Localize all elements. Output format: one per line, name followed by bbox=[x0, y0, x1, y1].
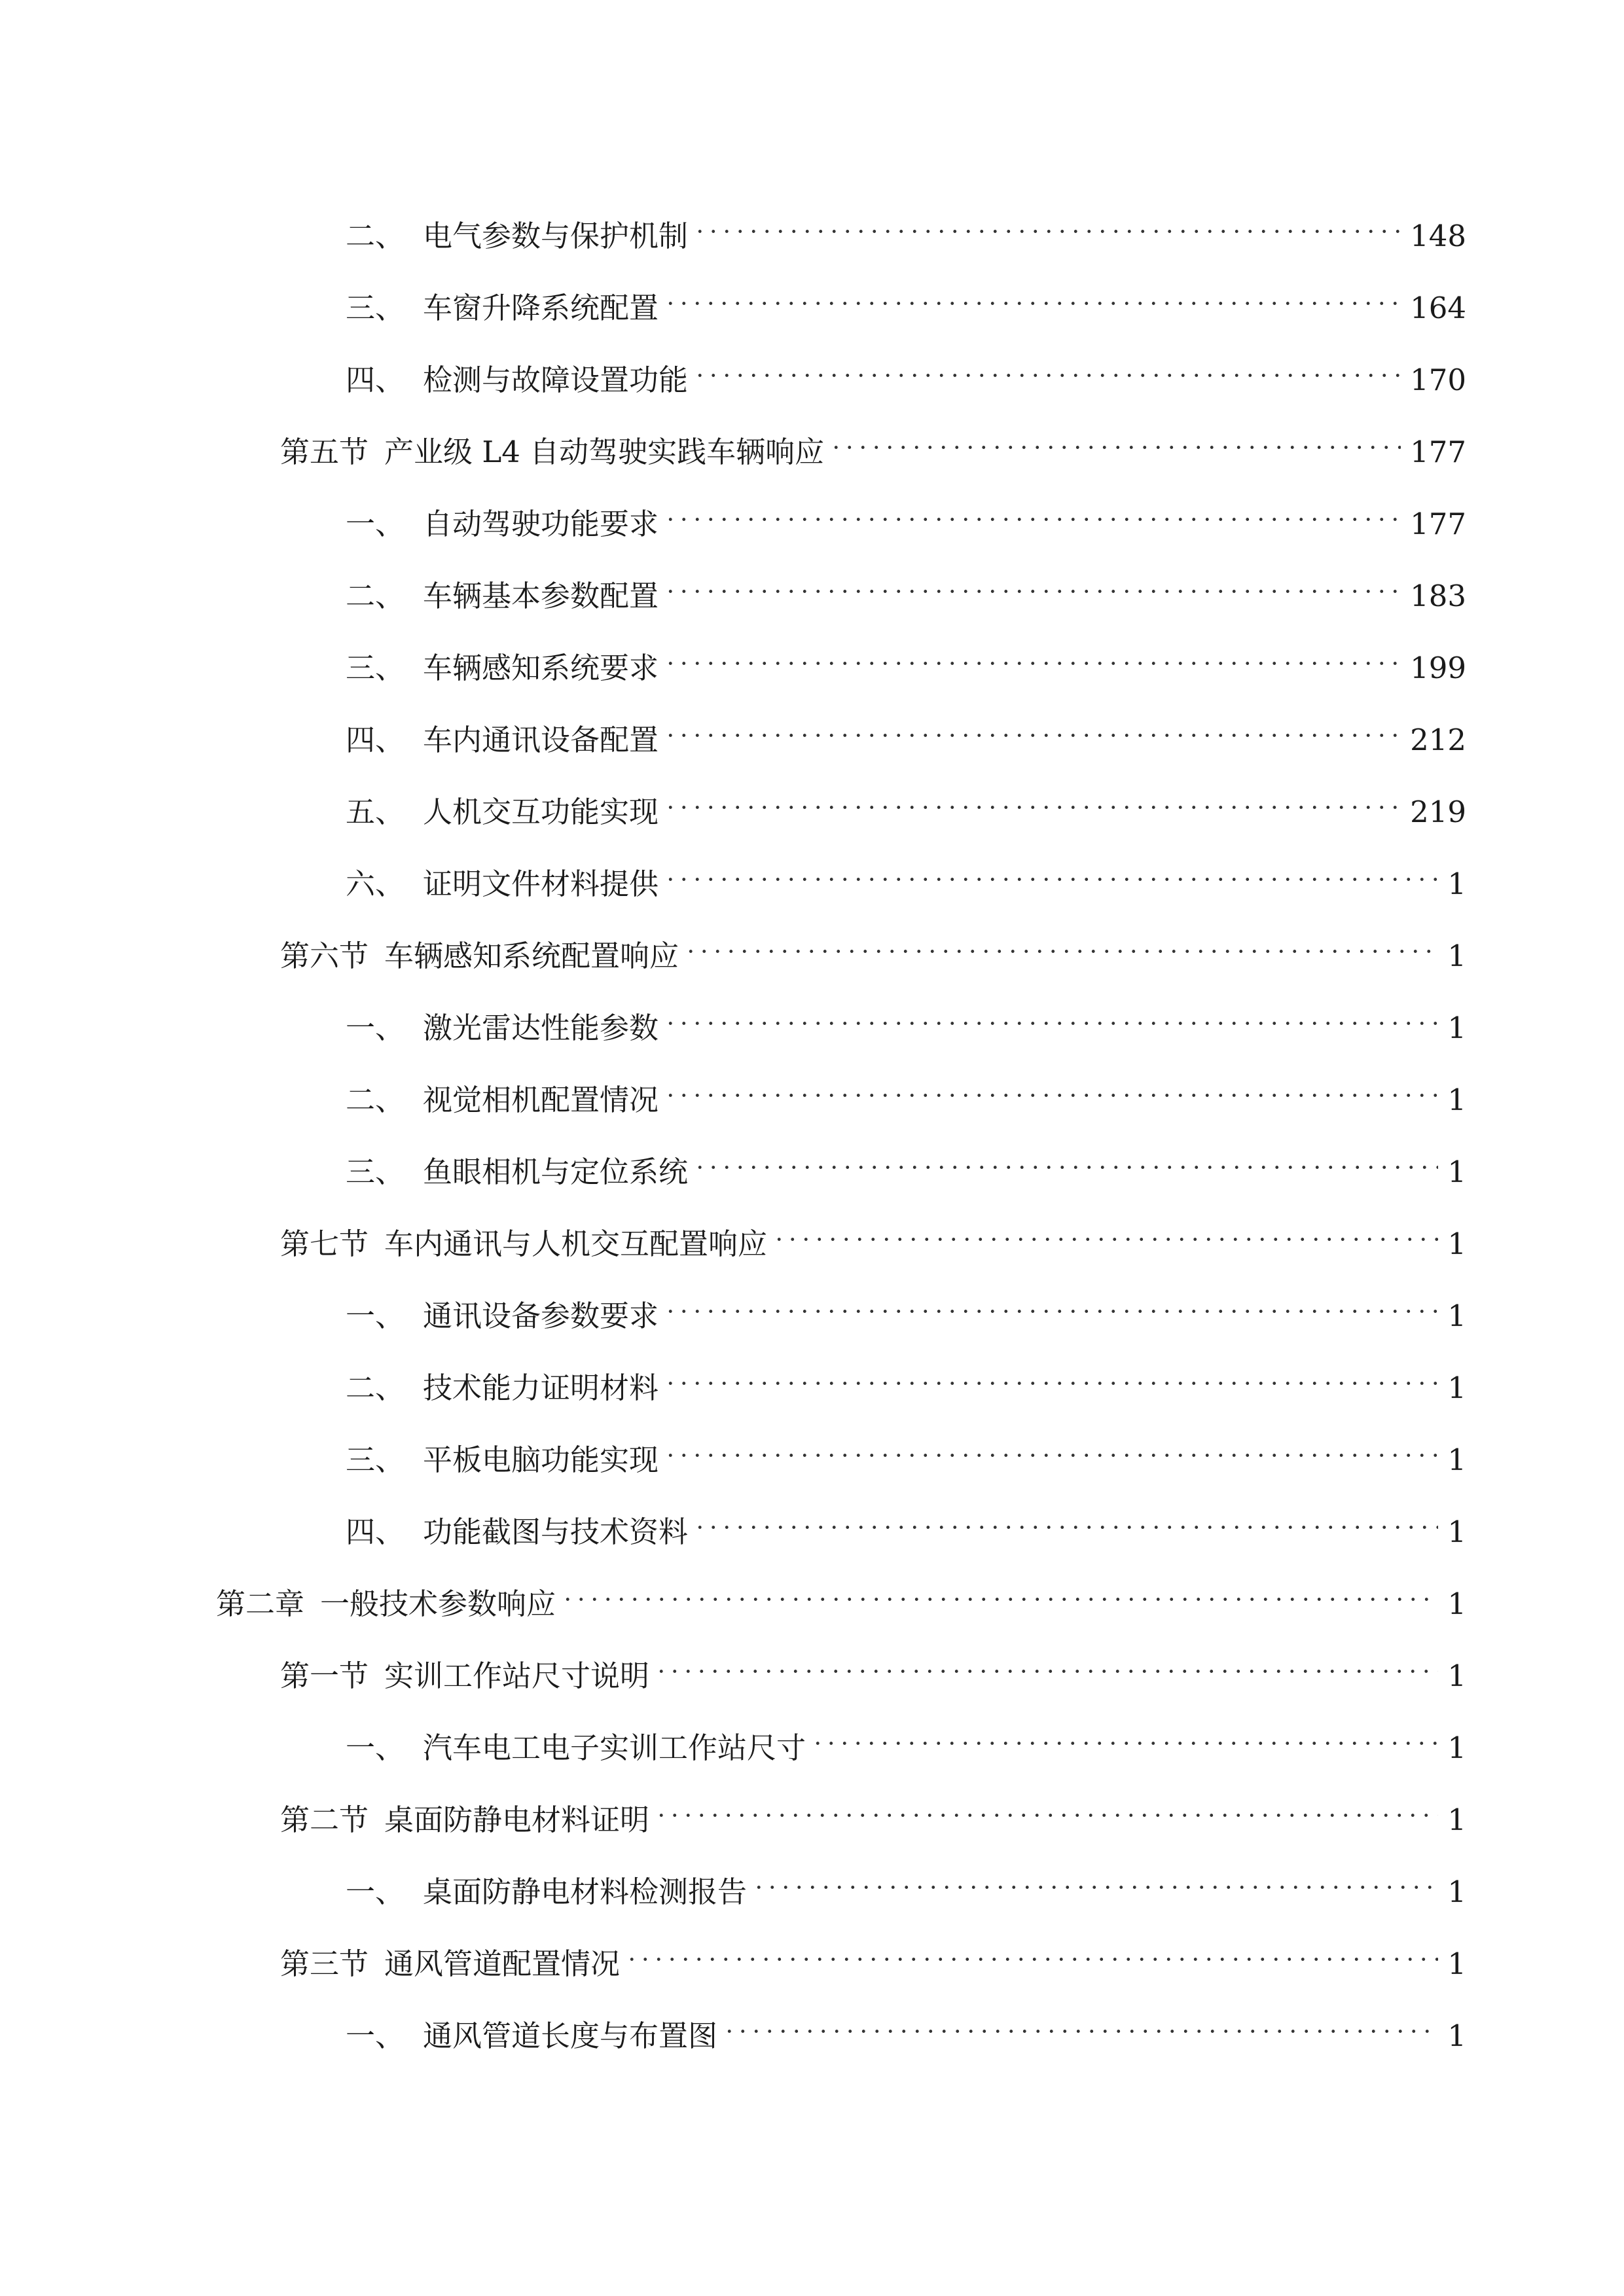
dot-leader bbox=[561, 1568, 1438, 1614]
toc-entry-page: 177 bbox=[1410, 435, 1466, 469]
toc-entry-page: 1 bbox=[1447, 1443, 1466, 1477]
toc-entry-number: 一、 bbox=[346, 1011, 405, 1045]
dot-leader bbox=[664, 272, 1401, 318]
toc-entry[interactable] bbox=[346, 560, 1466, 613]
toc-entry[interactable] bbox=[346, 1856, 1466, 1909]
toc-entry-number: 一、 bbox=[346, 1731, 405, 1765]
dot-leader bbox=[693, 1496, 1438, 1542]
toc-entry-page: 183 bbox=[1410, 579, 1466, 613]
toc-entry-page: 1 bbox=[1447, 1083, 1466, 1117]
dot-leader bbox=[693, 1136, 1438, 1182]
toc-entry-title: 桌面防静电材料证明 bbox=[384, 1803, 650, 1837]
toc-entry-page: 1 bbox=[1447, 1155, 1466, 1189]
dot-leader bbox=[655, 1640, 1438, 1686]
toc-entry-title: 证明文件材料提供 bbox=[423, 867, 659, 901]
toc-entry-title: 汽车电工电子实训工作站尺寸 bbox=[423, 1731, 806, 1765]
toc-entry[interactable] bbox=[346, 488, 1466, 541]
toc-entry-number: 一、 bbox=[346, 1299, 405, 1333]
dot-leader bbox=[664, 992, 1438, 1038]
toc-entry[interactable] bbox=[346, 848, 1466, 901]
dot-leader bbox=[664, 488, 1401, 534]
dot-leader bbox=[752, 1856, 1438, 1902]
toc-entry-number: 第二章 bbox=[216, 1587, 305, 1621]
toc-entry[interactable] bbox=[280, 920, 1466, 973]
toc-entry-number: 三、 bbox=[346, 291, 405, 325]
dot-leader bbox=[625, 1928, 1438, 1974]
toc-entry[interactable] bbox=[346, 2000, 1466, 2053]
toc-entry-number: 三、 bbox=[346, 1443, 405, 1477]
toc-entry[interactable] bbox=[280, 416, 1466, 469]
dot-leader bbox=[664, 632, 1401, 678]
dot-leader bbox=[772, 1208, 1438, 1254]
dot-leader bbox=[723, 2000, 1438, 2046]
toc-entry-title: 通讯设备参数要求 bbox=[423, 1299, 659, 1333]
toc-entry[interactable] bbox=[346, 1424, 1466, 1477]
toc-entry-title: 车内通讯设备配置 bbox=[423, 723, 659, 757]
toc-entry-page: 1 bbox=[1447, 1011, 1466, 1045]
toc-entry-title: 技术能力证明材料 bbox=[423, 1371, 659, 1405]
toc-entry-number: 二、 bbox=[346, 219, 405, 253]
toc-entry-title: 通风管道配置情况 bbox=[384, 1946, 621, 1981]
toc-entry[interactable] bbox=[346, 776, 1466, 829]
toc-entry-page: 219 bbox=[1410, 795, 1466, 829]
toc-entry[interactable] bbox=[280, 1928, 1466, 1981]
toc-entry[interactable] bbox=[280, 1784, 1466, 1837]
toc-entry[interactable] bbox=[346, 1136, 1466, 1189]
dot-leader bbox=[693, 200, 1401, 246]
toc-entry-number: 第七节 bbox=[280, 1227, 369, 1261]
toc-entry-number: 二、 bbox=[346, 579, 405, 613]
toc-entry-page: 1 bbox=[1447, 1946, 1466, 1981]
toc-entry[interactable] bbox=[216, 1568, 1466, 1621]
dot-leader bbox=[664, 560, 1401, 606]
toc-entry[interactable] bbox=[346, 632, 1466, 685]
toc-entry-title: 车辆感知系统要求 bbox=[423, 651, 659, 685]
toc-entry[interactable] bbox=[346, 992, 1466, 1045]
toc-entry[interactable] bbox=[346, 344, 1466, 397]
toc-entry[interactable] bbox=[346, 1352, 1466, 1405]
toc-entry-title: 人机交互功能实现 bbox=[423, 795, 659, 829]
dot-leader bbox=[811, 1712, 1438, 1758]
toc-entry-page: 1 bbox=[1447, 1587, 1466, 1621]
toc-entry[interactable] bbox=[346, 704, 1466, 757]
toc-entry-number: 一、 bbox=[346, 2018, 405, 2053]
dot-leader bbox=[664, 1280, 1438, 1326]
toc-entry-page: 1 bbox=[1447, 1371, 1466, 1405]
toc-entry-page: 1 bbox=[1447, 1731, 1466, 1765]
dot-leader bbox=[664, 848, 1438, 894]
toc-entry-page: 164 bbox=[1410, 291, 1466, 325]
toc-entry-title: 检测与故障设置功能 bbox=[423, 363, 689, 397]
toc-entry-title: 电气参数与保护机制 bbox=[423, 219, 689, 253]
toc-entry-page: 1 bbox=[1447, 939, 1466, 973]
toc-entry[interactable] bbox=[346, 1280, 1466, 1333]
toc-entry-title: 实训工作站尺寸说明 bbox=[384, 1659, 650, 1693]
toc-entry-title: 一般技术参数响应 bbox=[320, 1587, 556, 1621]
toc-entry-page: 1 bbox=[1447, 1299, 1466, 1333]
dot-leader bbox=[664, 776, 1401, 822]
dot-leader bbox=[693, 344, 1401, 390]
toc-entry-page: 1 bbox=[1447, 1227, 1466, 1261]
toc-entry[interactable] bbox=[346, 200, 1466, 253]
toc-entry-number: 二、 bbox=[346, 1083, 405, 1117]
toc-entry-number: 六、 bbox=[346, 867, 405, 901]
toc-entry-number: 三、 bbox=[346, 651, 405, 685]
toc-entry-number: 一、 bbox=[346, 1874, 405, 1909]
toc-entry[interactable] bbox=[346, 1496, 1466, 1549]
toc-entry-number: 四、 bbox=[346, 723, 405, 757]
toc-entry[interactable] bbox=[346, 1712, 1466, 1765]
toc-entry-title: 车内通讯与人机交互配置响应 bbox=[384, 1227, 768, 1261]
toc-entry-title: 车辆感知系统配置响应 bbox=[384, 939, 679, 973]
toc-entry-number: 一、 bbox=[346, 507, 405, 541]
toc-entry-page: 199 bbox=[1410, 651, 1466, 685]
toc-entry[interactable] bbox=[280, 1640, 1466, 1693]
toc-entry-page: 1 bbox=[1447, 1803, 1466, 1837]
toc-entry-number: 第一节 bbox=[280, 1659, 369, 1693]
toc-entry-number: 三、 bbox=[346, 1155, 405, 1189]
toc-entry-title: 产业级 L4 自动驾驶实践车辆响应 bbox=[384, 435, 825, 469]
toc-entry-page: 1 bbox=[1447, 1874, 1466, 1909]
toc-entry[interactable] bbox=[346, 272, 1466, 325]
toc-entry-title: 激光雷达性能参数 bbox=[423, 1011, 659, 1045]
dot-leader bbox=[664, 1352, 1438, 1398]
toc-entry-number: 第二节 bbox=[280, 1803, 369, 1837]
toc-entry-number: 二、 bbox=[346, 1371, 405, 1405]
dot-leader bbox=[664, 1064, 1438, 1110]
toc-entry-number: 四、 bbox=[346, 363, 405, 397]
toc-entry-number: 四、 bbox=[346, 1515, 405, 1549]
toc-entry-page: 148 bbox=[1410, 219, 1466, 253]
toc-entry-title: 车窗升降系统配置 bbox=[423, 291, 659, 325]
toc-entry-title: 功能截图与技术资料 bbox=[423, 1515, 689, 1549]
toc-entry-number: 五、 bbox=[346, 795, 405, 829]
toc-entry[interactable] bbox=[280, 1208, 1466, 1261]
dot-leader bbox=[829, 416, 1401, 462]
toc-entry-number: 第三节 bbox=[280, 1946, 369, 1981]
toc-entry-page: 1 bbox=[1447, 1659, 1466, 1693]
toc-entry-page: 1 bbox=[1447, 1515, 1466, 1549]
toc-entry-title: 视觉相机配置情况 bbox=[423, 1083, 659, 1117]
dot-leader bbox=[655, 1784, 1438, 1830]
toc-entry-title: 自动驾驶功能要求 bbox=[423, 507, 659, 541]
toc-entry-page: 170 bbox=[1410, 363, 1466, 397]
toc-entry[interactable] bbox=[346, 1064, 1466, 1117]
toc-entry-title: 通风管道长度与布置图 bbox=[423, 2018, 718, 2053]
toc-entry-page: 177 bbox=[1410, 507, 1466, 541]
dot-leader bbox=[664, 1424, 1438, 1470]
toc-entry-page: 1 bbox=[1447, 867, 1466, 901]
toc-entry-title: 桌面防静电材料检测报告 bbox=[423, 1874, 748, 1909]
dot-leader bbox=[684, 920, 1438, 966]
toc-entry-number: 第六节 bbox=[280, 939, 369, 973]
toc-entry-page: 212 bbox=[1410, 723, 1466, 757]
toc-entry-page: 1 bbox=[1447, 2018, 1466, 2053]
dot-leader bbox=[664, 704, 1401, 750]
toc-entry-title: 平板电脑功能实现 bbox=[423, 1443, 659, 1477]
toc-entry-title: 车辆基本参数配置 bbox=[423, 579, 659, 613]
toc-entry-number: 第五节 bbox=[280, 435, 369, 469]
toc-entry-title: 鱼眼相机与定位系统 bbox=[423, 1155, 689, 1189]
